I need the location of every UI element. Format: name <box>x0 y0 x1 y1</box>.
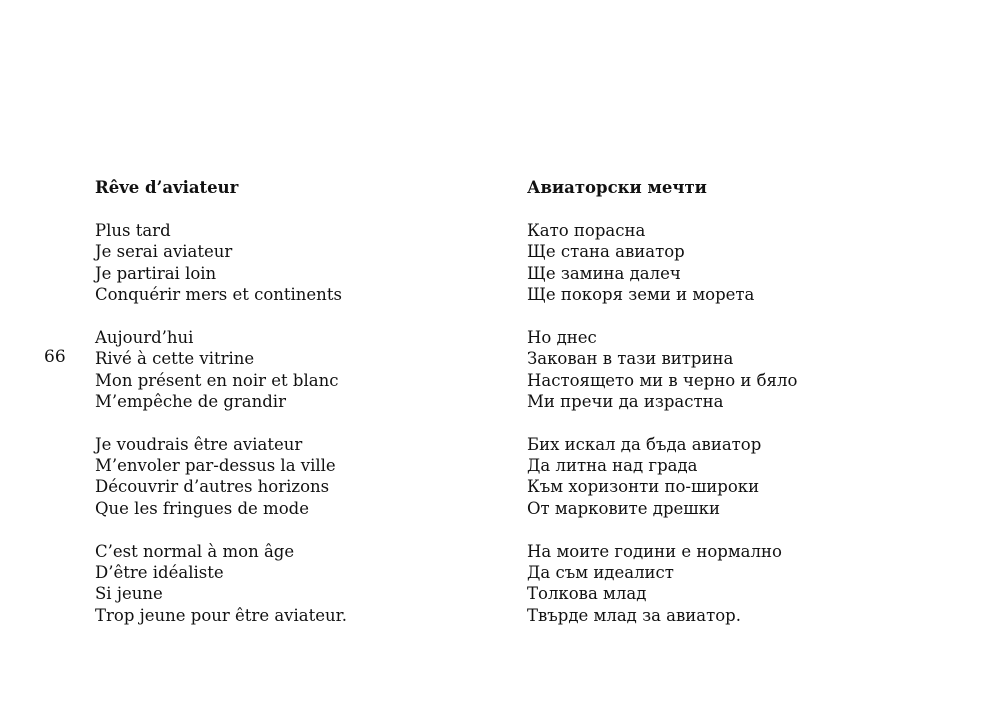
french-verse-line: C’est normal à mon âge <box>95 541 295 561</box>
bulgarian-verse-line: Закован в тази витрина <box>527 349 734 369</box>
bulgarian-verse-line: Ще покоря земи и морета <box>527 284 755 304</box>
bulgarian-verse-line: От марковите дрешки <box>527 498 720 518</box>
french-verse-line: Que les fringues de mode <box>95 498 309 518</box>
french-verse-line: Découvrir d’autres horizons <box>95 477 330 497</box>
bulgarian-stanza-2 <box>527 327 797 413</box>
french-verse-line: Conquérir mers et continents <box>95 284 342 304</box>
french-verse-line: D’être idéaliste <box>95 563 224 583</box>
bulgarian-stanza-3 <box>527 434 797 520</box>
bulgarian-verse-line: Да съм идеалист <box>527 563 674 583</box>
bulgarian-verse-line: Да литна над града <box>527 456 698 476</box>
french-poem <box>95 177 347 648</box>
french-stanza-3 <box>95 434 347 520</box>
bulgarian-verse-line: Като порасна <box>527 220 646 240</box>
bulgarian-verse-line: Толкова млад <box>527 584 647 604</box>
bulgarian-verse-line: Ми пречи да израстна <box>527 391 724 411</box>
page-number: 66 <box>44 347 66 367</box>
french-stanza-1 <box>95 220 347 306</box>
bulgarian-verse-line: Настоящето ми в черно и бяло <box>527 370 798 390</box>
bulgarian-poem <box>527 177 797 648</box>
french-verse-line: Je partirai loin <box>95 263 217 283</box>
bulgarian-verse-line: Ще замина далеч <box>527 263 681 283</box>
french-verse-line: Si jeune <box>95 584 163 604</box>
bulgarian-verse-line: Бих искал да бъда авиатор <box>527 434 762 454</box>
bulgarian-stanza-4 <box>527 541 797 627</box>
french-stanza-2 <box>95 327 347 413</box>
french-verse-line: Je voudrais être aviateur <box>95 434 303 454</box>
bulgarian-poem-title: Авиаторски мечти <box>527 178 707 197</box>
french-verse-line: M’empêche de grandir <box>95 391 286 411</box>
french-verse-line: Trop jeune pour être aviateur. <box>95 605 347 625</box>
french-verse-line: Aujourd’hui <box>95 327 194 347</box>
bulgarian-verse-line: Но днес <box>527 327 597 347</box>
french-verse-line: Plus tard <box>95 220 171 240</box>
french-stanza-4 <box>95 541 347 627</box>
french-poem-title: Rêve d’aviateur <box>95 178 239 197</box>
bulgarian-stanza-1 <box>527 220 797 306</box>
bulgarian-verse-line: Ще стана авиатор <box>527 242 685 262</box>
french-verse-line: Mon présent en noir et blanc <box>95 370 339 390</box>
french-verse-line: Je serai aviateur <box>95 242 233 262</box>
bulgarian-verse-line: Към хоризонти по-широки <box>527 477 760 497</box>
french-verse-line: M’envoler par-dessus la ville <box>95 456 336 476</box>
french-verse-line: Rivé à cette vitrine <box>95 349 255 369</box>
bulgarian-verse-line: Твърде млад за авиатор. <box>527 605 741 625</box>
bulgarian-verse-line: На моите години е нормално <box>527 541 782 561</box>
